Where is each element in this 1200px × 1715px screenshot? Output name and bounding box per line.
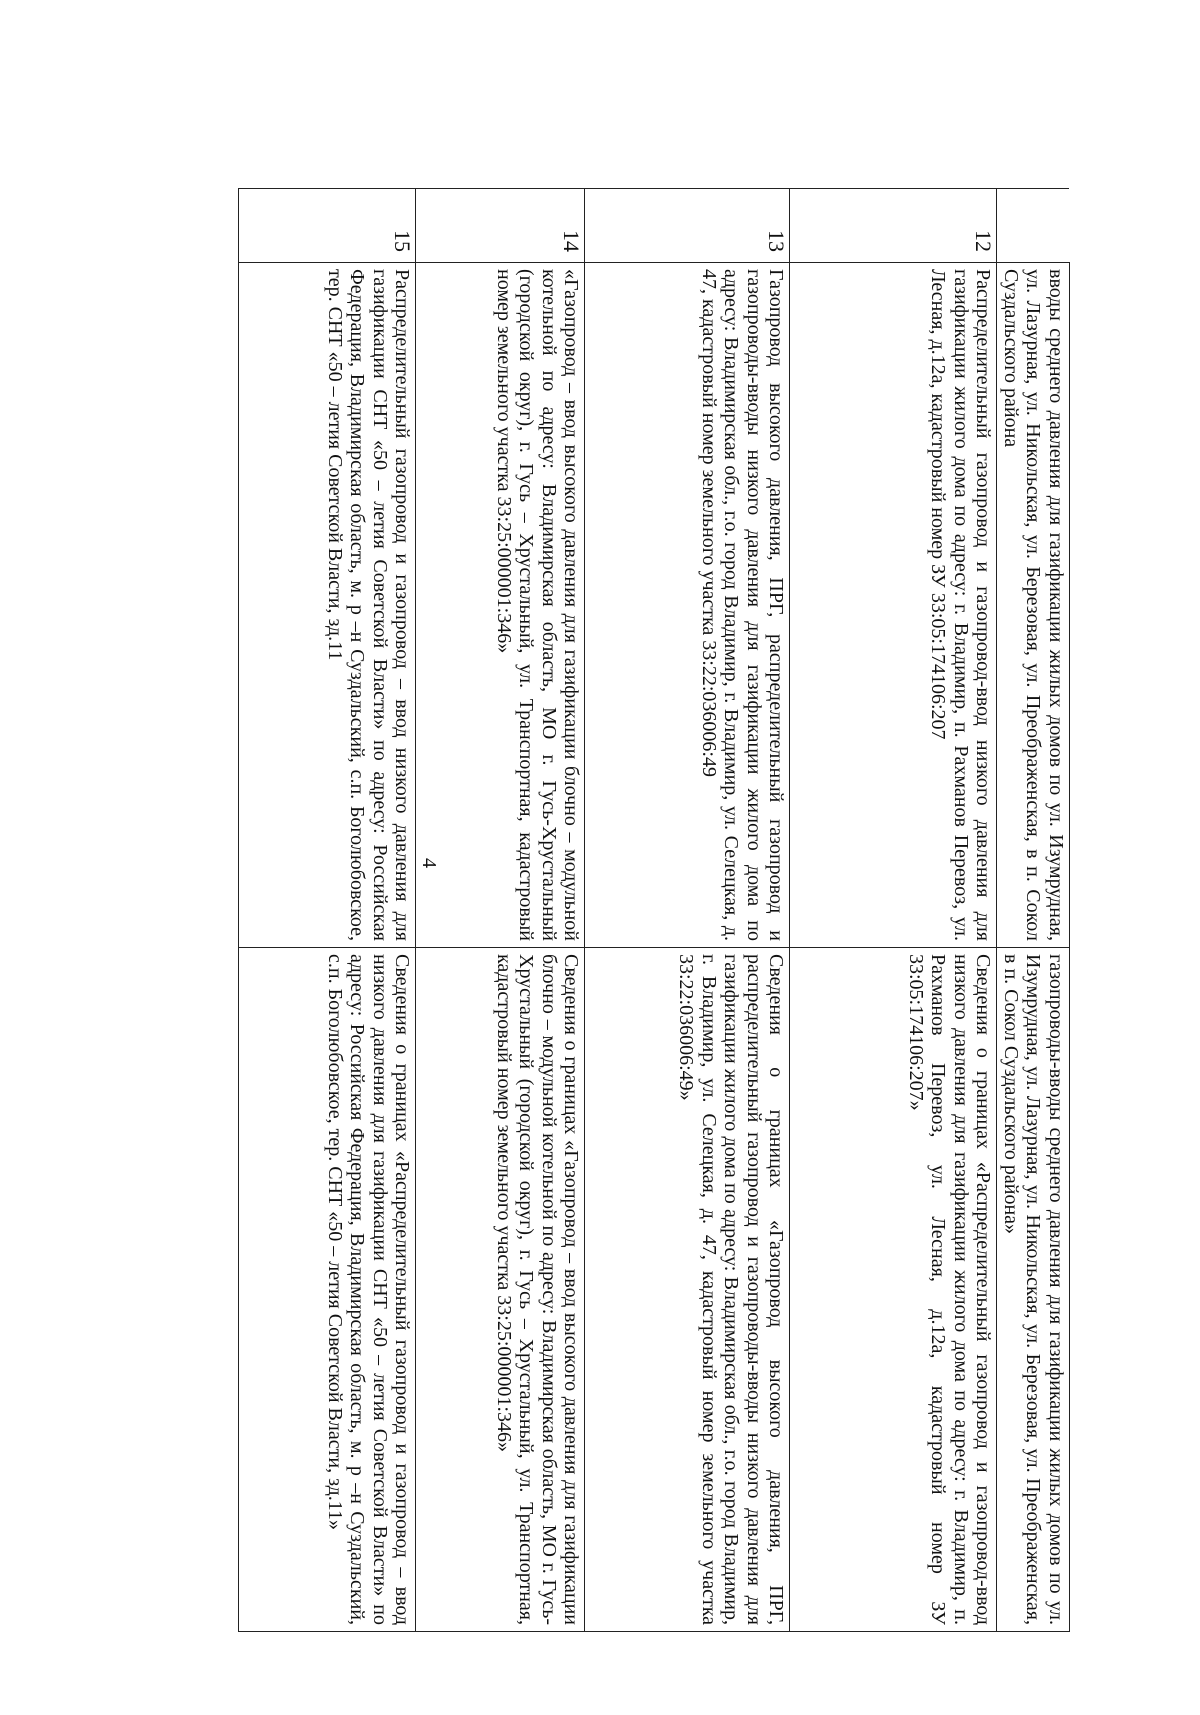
object-description: Распределительный газопровод и газопровод – ввод низкого давления для газификации СНТ «50 – летия Советской Власти» по адресу: Российская Федерация, Владимирская область, м. р –н Суздальский, с.п. Боголюбовское, тер. СНТ «50 – летия Советской Власти, зд.11 <box>239 263 416 948</box>
row-number: 14 <box>416 189 585 263</box>
objects-table <box>239 188 1071 1632</box>
row-number: 13 <box>585 189 790 263</box>
boundary-info: Сведения о границах «Газопровод – ввод высокого давления для газификации блочно – модульной котельной по адресу: Владимирская область, МО г. Гусь-Хрустальный (городской округ), г. Гусь – Хрустальный, ул. Транспортная, кадастровый номер земельного участка 33:25:000001:346» <box>416 948 585 1632</box>
table-row <box>585 189 790 1632</box>
object-description: вводы среднего давления для газификации жилых домов по ул. Изумрудная, ул. Лазурная, ул. Никольская, ул. Березовая, ул. Преображенская, в п. Сокол Суздальского района <box>997 263 1070 948</box>
page-number: 4 <box>418 858 440 868</box>
object-description: Распределительный газопровод и газопровод-ввод низкого давления для газификации жилого дома по адресу: г. Владимир, п. Рахманов Перевоз, ул. Лесная, д.12а, кадастровый номер ЗУ 33:05:174106:207 <box>790 263 997 948</box>
object-description: «Газопровод – ввод высокого давления для газификации блочно – модульной котельной по адресу: Владимирская область, МО г. Гусь-Хрустальный (городской округ), г. Гусь – Хрустальный, ул. Транспортная, кадастровый номер земельного участка 33:25:000001:346» <box>416 263 585 948</box>
row-number: 15 <box>239 189 416 263</box>
rotated-table-container <box>160 188 1070 1625</box>
table-row <box>416 189 585 1632</box>
boundary-info: Сведения о границах «Распределительный газопровод и газопровод – ввод низкого давления для газификации СНТ «50 – летия Советской Власти» по адресу: Российская Федерация, Владимирская область, м. р –н Суздальский, с.п. Боголюбовское, тер. СНТ «50 – летия Советской Власти, зд.11» <box>239 948 416 1632</box>
table-row <box>997 189 1070 1632</box>
table-row <box>790 189 997 1632</box>
row-number <box>997 189 1070 263</box>
boundary-info: Сведения о границах «Газопровод высокого давления, ПРГ, распределительный газопровод и газопроводы-вводы низкого давления для газификации жилого дома по адресу: Владимирская обл., г.о. город Владимир, г. Владимир, ул. Селецкая, д. 47, кадастровый номер земельного участка 33:22:036006:49» <box>585 948 790 1632</box>
object-description: Газопровод высокого давления, ПРГ, распределительный газопровод и газопроводы-вводы низкого давления для газификации жилого дома по адресу: Владимирская обл., г.о. город Владимир, г. Владимир, ул. Селецкая, д. 47, кадастровый номер земельного участка 33:22:036006:49 <box>585 263 790 948</box>
row-number: 12 <box>790 189 997 263</box>
boundary-info: газопроводы-вводы среднего давления для газификации жилых домов по ул. Изумрудная, ул. Лазурная, ул. Никольская, ул. Березовая, ул. Преображенская, в п. Сокол Суздальского района» <box>997 948 1070 1632</box>
boundary-info: Сведения о границах «Распределительный газопровод и газопровод-ввод низкого давления для газификации жилого дома по адресу: г. Владимир, п. Рахманов Перевоз, ул. Лесная, д.12а, кадастровый номер ЗУ 33:05:174106:207» <box>790 948 997 1632</box>
table-row <box>239 189 416 1632</box>
